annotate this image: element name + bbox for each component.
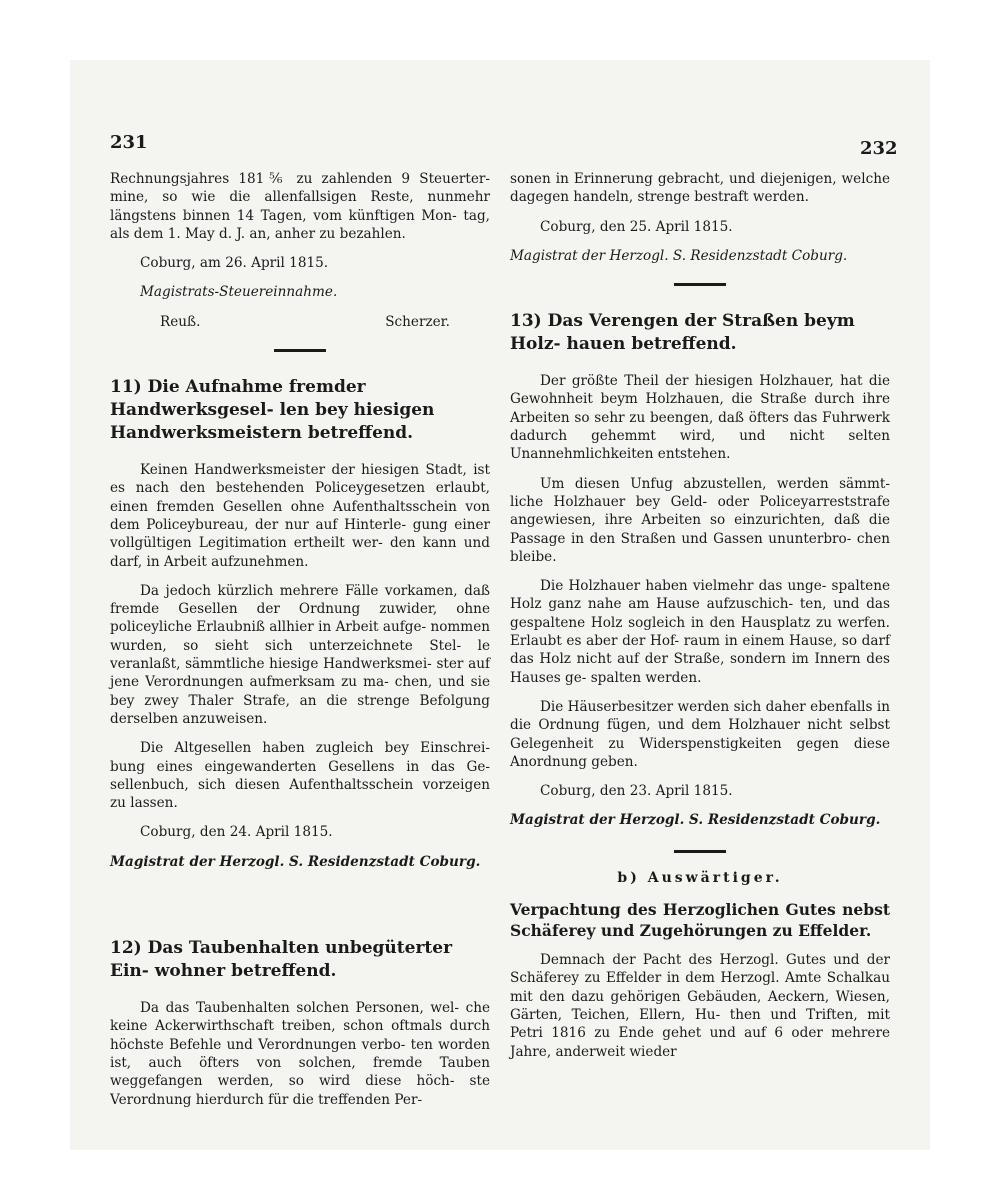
paragraph: Demnach der Pacht des Herzogl. Gutes und der Schäferey zu Effelder in dem Herzogl. Amte Schalkau mit den dazu gehörigen Gebäuden, Aeckern, Wiesen, Gärten, Teichen, Ellern, Hu- then und Triften, mit Petri 1816 zu Ende gehet und auf 6 oder mehrere Jahre, anderweit wieder bbox=[510, 952, 890, 1060]
paragraph: Um diesen Unfug abzustellen, werden sämmt- liche Holzhauer bey Geld- oder Policeyarreststrafe angewiesen, ihre Arbeiten so einzurichten, daß die Passage in den Straßen und Gassen ununterbro- chen bleibe. bbox=[510, 475, 890, 565]
section-heading-12: 12) Das Taubenhalten unbegüterter Ein- wohner betreffend. bbox=[110, 938, 453, 982]
signature: Magistrat der Herzogl. S. Residenzstadt Coburg. bbox=[510, 812, 881, 829]
dateline: Coburg, den 23. April 1815. bbox=[540, 783, 733, 800]
paragraph: Die Altgesellen haben zugleich bey Einschrei- bung eines eingewanderten Gesellens in das Ge- sellenbuch, sich diesen Aufenthaltsschein vorzeigen zu lassen. bbox=[110, 740, 490, 812]
left-column bbox=[110, 170, 490, 1109]
paragraph: sonen in Erinnerung gebracht, und diejenigen, welche dagegen handeln, strenge bestraft werden. bbox=[510, 171, 890, 206]
right-column bbox=[510, 170, 890, 1061]
paragraph: Rechnungsjahres 181⅚ zu zahlenden 9 Steuerter- mine, so wie die allenfallsigen Reste, nunmehr längstens binnen 14 Tagen, vom künftigen Mon- tag, als dem 1. May d. J. an, anher zu bezahlen. bbox=[110, 171, 490, 242]
dateline: Coburg, den 25. April 1815. bbox=[540, 218, 733, 235]
paragraph: Der größte Theil der hiesigen Holzhauer, hat die Gewohnheit beym Holzhauen, die Straße durch ihre Arbeiten so sehr zu beengen, daß öfters das Fuhrwerk dadurch gehemmt wird, und nicht selten Unannehmlichkeiten entstehen. bbox=[510, 373, 890, 463]
section-divider bbox=[674, 283, 726, 286]
page-number-left: 231 bbox=[110, 132, 148, 153]
paragraph: Keinen Handwerksmeister der hiesigen Stadt, ist es nach den bestehenden Policeygesetzen erlaubt, einen fremden Gesellen ohne Aufenthaltsschein von dem Policeybureau, der nur auf Hinterle- gung einer vollgültigen Legitimation ertheilt wer- den kann und darf, in Arbeit aufzunehmen. bbox=[110, 462, 490, 570]
paragraph: Da das Taubenhalten solchen Personen, wel- che keine Ackerwirthschaft treiben, schon oftmals durch höchste Befehle und Verordnungen verbo- ten worden ist, auch öfters von solchen, fremde Tauben weggefangen werden, so wird diese höch- ste Verordnung hierdurch für die treffenden Per- bbox=[110, 1000, 490, 1108]
page-number-right: 232 bbox=[860, 138, 898, 159]
paragraph: Da jedoch kürzlich mehrere Fälle vorkamen, daß fremde Gesellen der Ordnung zuwider, ohne policeyliche Erlaubniß allhier in Arbeit aufge- nommen wurden, so sieht sich unterzeichnete Stel- le veranlaßt, sämmtliche hiesige Handwerksmei- ster auf jene Verordnungen aufmerksam zu ma- chen, und sie bey zwey Thaler Strafe, an die strenge Befolgung derselben anzuweisen. bbox=[110, 582, 490, 727]
paragraph: Die Holzhauer haben vielmehr das unge- spaltene Holz ganz nahe am Hause aufzuschich- ten, und das gespaltene Holz sogleich in den Hausplatz zu werfen. Erlaubt es aber der Hof- raum in einem Hause, so darf das Holz nicht auf der Straße, sondern im Innern des Hauses ge- spalten werden. bbox=[510, 578, 890, 686]
signatory-name: Reuß. bbox=[160, 313, 201, 330]
paragraph: Die Häuserbesitzer werden sich daher ebenfalls in die Ordnung fügen, und dem Holzhauer nicht selbst Gelegenheit zu Widerspenstigkeiten gegen diese Anordnung geben. bbox=[510, 698, 890, 770]
dateline: Coburg, den 24. April 1815. bbox=[140, 824, 333, 841]
section-divider bbox=[674, 850, 726, 853]
subsection-heading: b) Auswärtiger. bbox=[617, 869, 783, 886]
dateline: Coburg, am 26. April 1815. bbox=[140, 255, 329, 272]
scanned-page bbox=[70, 60, 930, 1150]
section-heading-13: 13) Das Verengen der Straßen beym Holz- hauen betreffend. bbox=[510, 311, 855, 355]
signatory-names bbox=[110, 313, 490, 331]
section-heading-11: 11) Die Aufnahme fremder Handwerksgesel- len bey hiesigen Handwerksmeistern betreffend. bbox=[110, 377, 435, 444]
signature: Magistrat der Herzogl. S. Residenzstadt Coburg. bbox=[110, 853, 481, 870]
signatory-name: Scherzer. bbox=[385, 313, 450, 330]
signature: Magistrat der Herzogl. S. Residenzstadt Coburg. bbox=[510, 247, 848, 264]
section-divider bbox=[274, 349, 326, 352]
notice-title: Verpachtung des Herzoglichen Gutes nebst Schäferey und Zugehörungen zu Effelder. bbox=[510, 900, 890, 941]
signature: Magistrats-Steuereinnahme. bbox=[140, 284, 338, 301]
